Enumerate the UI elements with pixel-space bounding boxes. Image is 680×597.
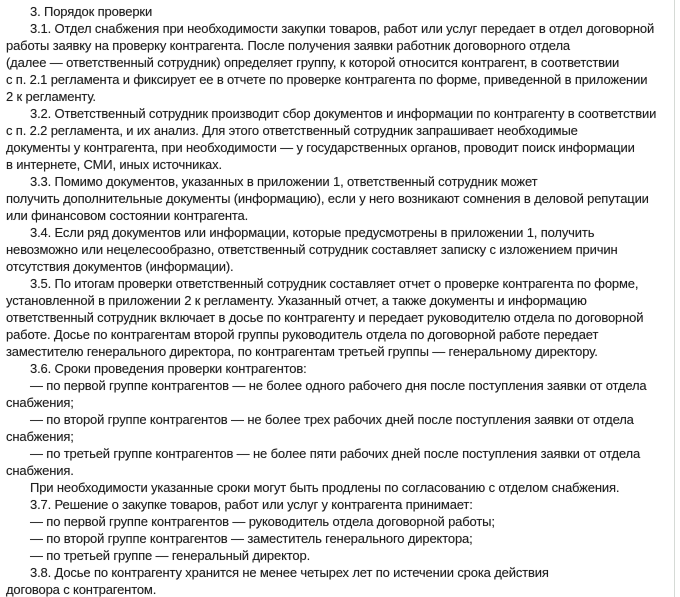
section-heading: 3. Порядок проверки	[30, 4, 153, 19]
text-line: или финансовом состоянии контрагента.	[6, 208, 249, 223]
text-line: 3.2. Ответственный сотрудник производит сбор документов и информации по контрагенту в соответствии	[30, 106, 657, 121]
text-line: получить дополнительные документы (информацию), если у него возникают сомнения в деловой репутации	[6, 191, 649, 206]
text-line: При необходимости указанные сроки могут быть продлены по согласованию с отделом снабжения.	[30, 480, 620, 495]
text-line: снабжения;	[6, 395, 74, 410]
text-line: 3.5. По итогам проверки ответственный сотрудник составляет отчет о проверке контрагента по форме,	[30, 276, 639, 291]
list-item-line: — по третьей группе контрагентов — не более пяти рабочих дней после поступления заявки от отдела	[30, 446, 641, 461]
text-line: работе. Досье по контрагентам второй группы руководитель отдела по договорной работе передает	[6, 327, 599, 342]
list-item-line: — по первой группе контрагентов — руководитель отдела договорной работы;	[30, 514, 495, 529]
list-item-line: — по третьей группе — генеральный директор.	[30, 548, 311, 563]
text-line: снабжения;	[6, 429, 74, 444]
text-line: 3.7. Решение о закупке товаров, работ или услуг у контрагента принимает:	[30, 497, 473, 512]
text-line: с п. 2.1 регламента и фиксирует ее в отчете по проверке контрагента по форме, приведенной в приложении	[6, 72, 648, 87]
text-line: работы заявку на проверку контрагента. После получения заявки работник договорного отдела	[6, 38, 570, 53]
text-line: заместителю генерального директора, по контрагентам третьей группы — генеральному директору.	[6, 344, 598, 359]
text-line: документы у контрагента, при необходимости — у государственных органов, проводит поиск информации	[6, 140, 635, 155]
text-line: снабжения.	[6, 463, 74, 478]
text-line: невозможно или нецелесообразно, ответственный сотрудник составляет записку с изложением причин	[6, 242, 618, 257]
text-line: (далее — ответственный сотрудник) определяет группу, к которой относится контрагент, в соответствии	[6, 55, 620, 70]
text-line: в интернете, СМИ, иных источниках.	[6, 157, 222, 172]
text-line: 3.4. Если ряд документов или информации, которые предусмотрены в приложении 1, получить	[30, 225, 595, 240]
text-line: 3.6. Сроки проведения проверки контрагентов:	[30, 361, 307, 376]
text-line: отсутствия документов (информации).	[6, 259, 234, 274]
text-line: 2 к регламенту.	[6, 89, 96, 104]
text-line: 3.8. Досье по контрагенту хранится не менее четырех лет по истечении срока действия	[30, 565, 549, 580]
list-item-line: — по первой группе контрагентов — не более одного рабочего дня после поступления заявки от отдела	[30, 378, 647, 393]
text-line: 3.1. Отдел снабжения при необходимости закупки товаров, работ или услуг передает в отдел договорной	[30, 21, 655, 36]
list-item-line: — по второй группе контрагентов — заместитель генерального директора;	[30, 531, 473, 546]
text-line: установленной в приложении 2 к регламенту. Указанный отчет, а также документы и информацию	[6, 293, 587, 308]
text-line: с п. 2.2 регламента, и их анализ. Для этого ответственный сотрудник запрашивает необходимые	[6, 123, 578, 138]
list-item-line: — по второй группе контрагентов — не более трех рабочих дней после поступления заявки от отдела	[30, 412, 634, 427]
text-line: 3.3. Помимо документов, указанных в приложении 1, ответственный сотрудник может	[30, 174, 538, 189]
text-line: договора с контрагентом.	[6, 582, 157, 597]
text-line: ответственный сотрудник включает в досье по контрагенту и передает руководителю отдела по договорной	[6, 310, 644, 325]
document-text	[6, 3, 672, 597]
page-right-border	[674, 0, 675, 597]
